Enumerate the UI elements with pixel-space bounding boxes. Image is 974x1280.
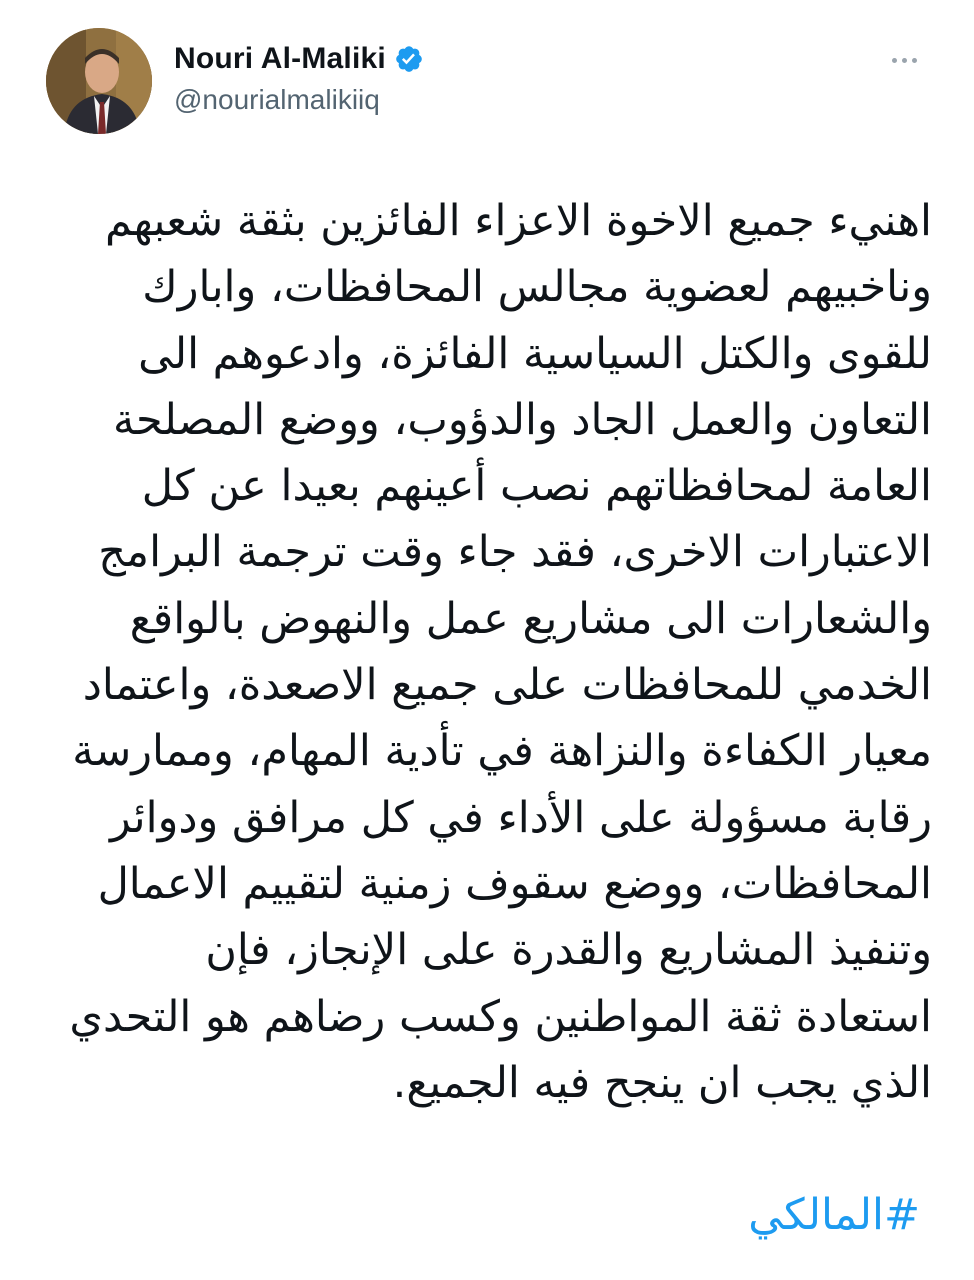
avatar[interactable] [46, 28, 152, 134]
author-info [174, 38, 424, 116]
more-dot [902, 58, 907, 63]
display-name-row [174, 38, 424, 80]
hashtag-link[interactable]: #المالكي [748, 1190, 920, 1240]
tweet-header [46, 28, 926, 138]
more-horizontal-icon [892, 58, 897, 63]
more-dot [912, 58, 917, 63]
profile-photo [46, 28, 152, 134]
handle[interactable]: @nourialmalikiiq [174, 84, 380, 115]
verified-badge-icon [394, 44, 424, 74]
display-name[interactable]: Nouri Al-Maliki [174, 42, 386, 75]
more-options-button[interactable] [882, 42, 926, 78]
tweet-text: اهنيء جميع الاخوة الاعزاء الفائزين بثقة شعبهم وناخبيهم لعضوية مجالس المحافظات، وابارك للقوى والكتل السياسية الفائزة، وادعوهم الى التعاون والعمل الجاد والدؤوب، ووضع المصلحة العامة لمحافظاتهم نصب أعينهم بعيدا عن كل الاعتبارات الاخرى، فقد جاء وقت ترجمة البرامج والشعارات الى مشاريع عمل والنهوض بالواقع الخدمي للمحافظات على جميع الاصعدة، واعتماد معيار الكفاءة والنزاهة في تأدية المهام، وممارسة رقابة مسؤولة على الأداء في كل مرافق ودوائر المحافظات، ووضع سقوف زمنية لتقييم الاعمال وتنفيذ المشاريع والقدرة على الإنجاز، فإن استعادة ثقة المواطنين وكسب رضاهم هو التحدي الذي يجب ان ينجح فيه الجميع. [69, 196, 932, 1108]
